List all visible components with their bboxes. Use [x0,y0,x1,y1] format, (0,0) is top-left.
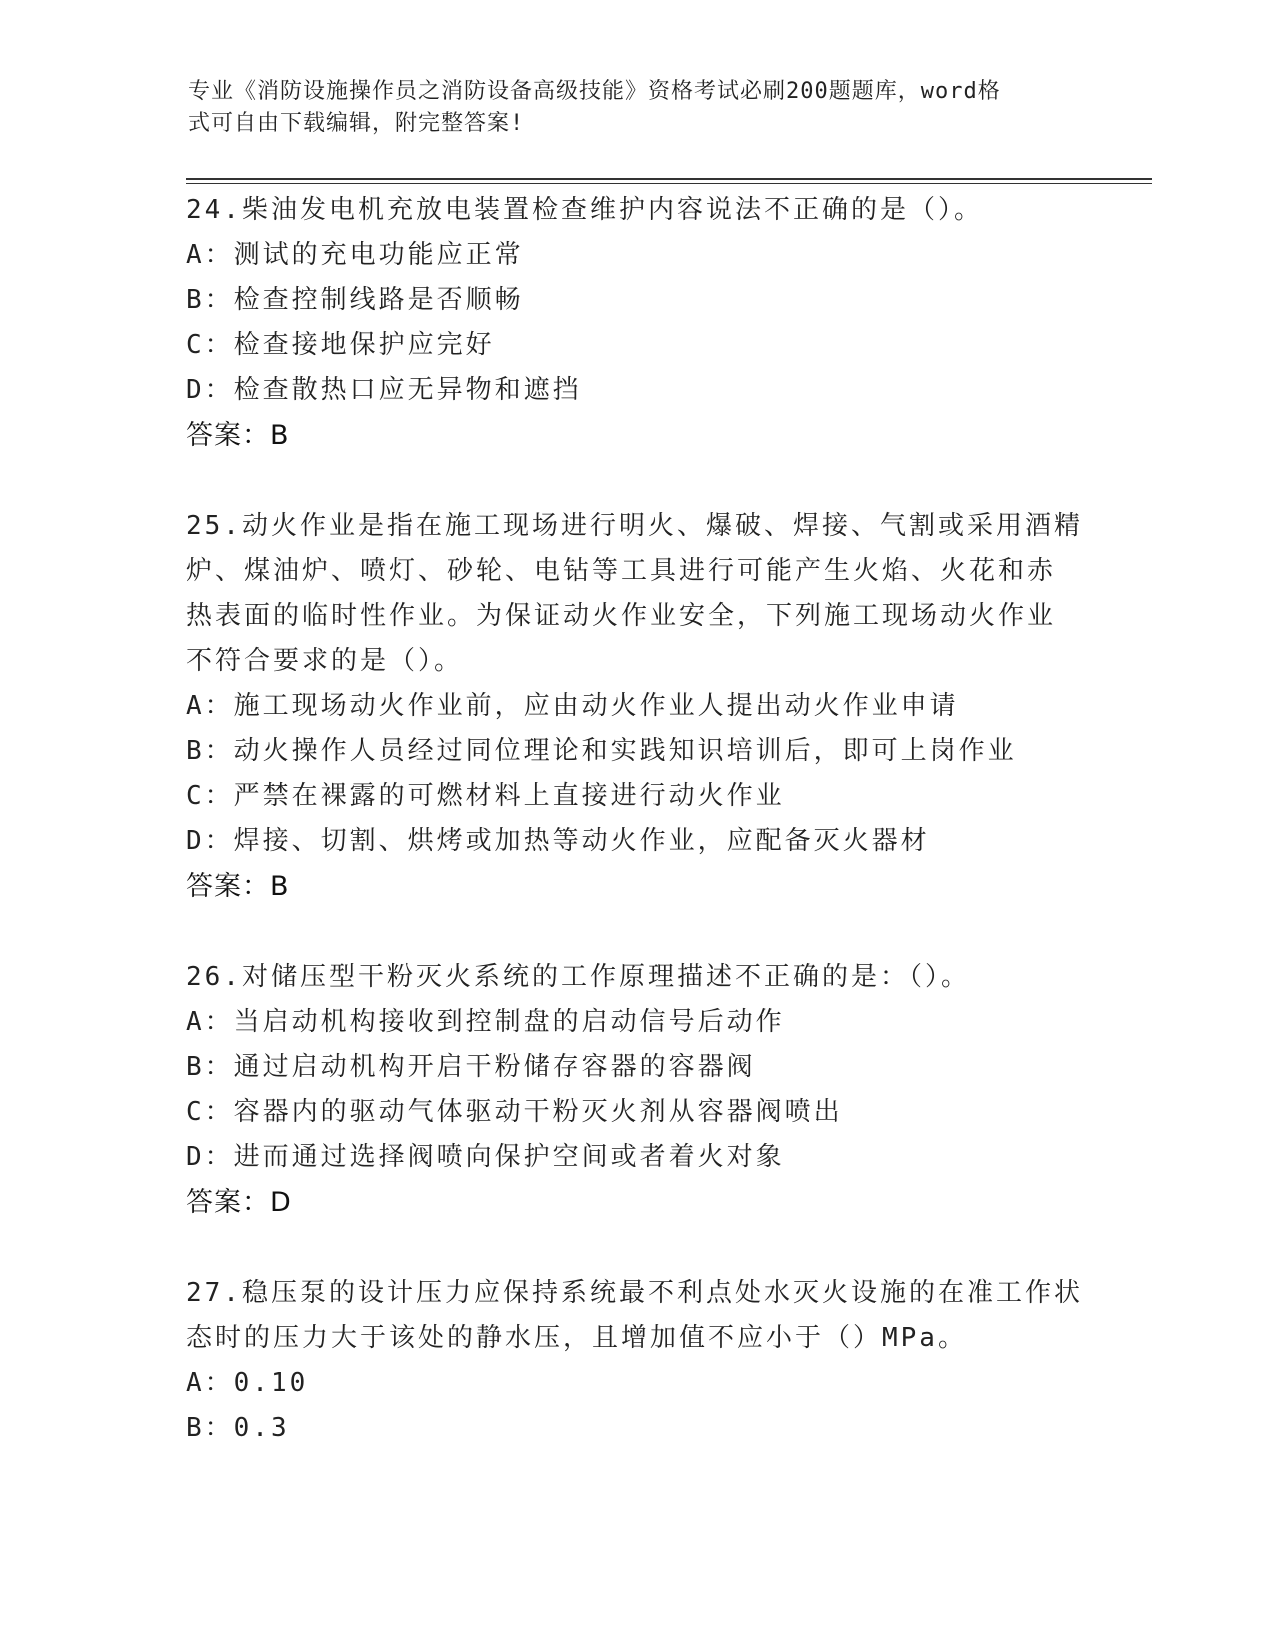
answer-label: 答案：D [186,1187,292,1218]
option-d: D：焊接、切割、烘烤或加热等动火作业，应配备灭火器材 [186,826,930,856]
question-stem [186,188,1086,233]
stem-line: 热表面的临时性作业。为保证动火作业安全，下列施工现场动火作业 [186,601,1057,631]
stem-line: 25.动火作业是指在施工现场进行明火、爆破、焊接、气割或采用酒精 [186,511,1083,541]
stem-line: 26.对储压型干粉灭火系统的工作原理描述不正确的是：（）。 [186,962,970,992]
option-a: A：施工现场动火作业前，应由动火作业人提出动火作业申请 [186,691,959,721]
option-b: B：动火操作人员经过同位理论和实践知识培训后，即可上岗作业 [186,736,1017,766]
question-24 [186,188,1086,458]
header-divider-thin [186,183,1152,184]
option-b: B：通过启动机构开启干粉储存容器的容器阀 [186,1052,756,1082]
stem-line: 态时的压力大于该处的静水压，且增加值不应小于（）MPa。 [186,1323,967,1353]
option-c: C：容器内的驱动气体驱动干粉灭火剂从容器阀喷出 [186,1097,843,1127]
header-divider-thick [186,178,1152,180]
header-line-2: 式可自由下载编辑，附完整答案! [188,111,525,136]
document-header [188,76,1068,140]
question-stem [186,955,1086,1000]
option-d: D：检查散热口应无异物和遮挡 [186,375,582,405]
stem-line: 炉、煤油炉、喷灯、砂轮、电钻等工具进行可能产生火焰、火花和赤 [186,556,1057,586]
option-a: A：测试的充电功能应正常 [186,240,524,270]
stem-line: 不符合要求的是（）。 [186,646,464,676]
question-stem [186,504,1086,684]
question-list [186,188,1086,1451]
question-25 [186,504,1086,909]
option-b: B：0.3 [186,1413,290,1443]
option-a: A：当启动机构接收到控制盘的启动信号后动作 [186,1007,785,1037]
answer-label: 答案：B [186,871,290,902]
question-26 [186,955,1086,1225]
question-stem [186,1271,1086,1361]
option-d: D：进而通过选择阀喷向保护空间或者着火对象 [186,1142,785,1172]
option-b: B：检查控制线路是否顺畅 [186,285,524,315]
option-a: A：0.10 [186,1368,309,1398]
stem-line: 24.柴油发电机充放电装置检查维护内容说法不正确的是（）。 [186,195,983,225]
answer-label: 答案：B [186,420,290,451]
stem-line: 27.稳压泵的设计压力应保持系统最不利点处水灭火设施的在准工作状 [186,1278,1083,1308]
option-c: C：检查接地保护应完好 [186,330,495,360]
option-c: C：严禁在裸露的可燃材料上直接进行动火作业 [186,781,785,811]
header-line-1: 专业《消防设施操作员之消防设备高级技能》资格考试必刷200题题库，word格 [188,79,1001,104]
question-27 [186,1271,1086,1451]
